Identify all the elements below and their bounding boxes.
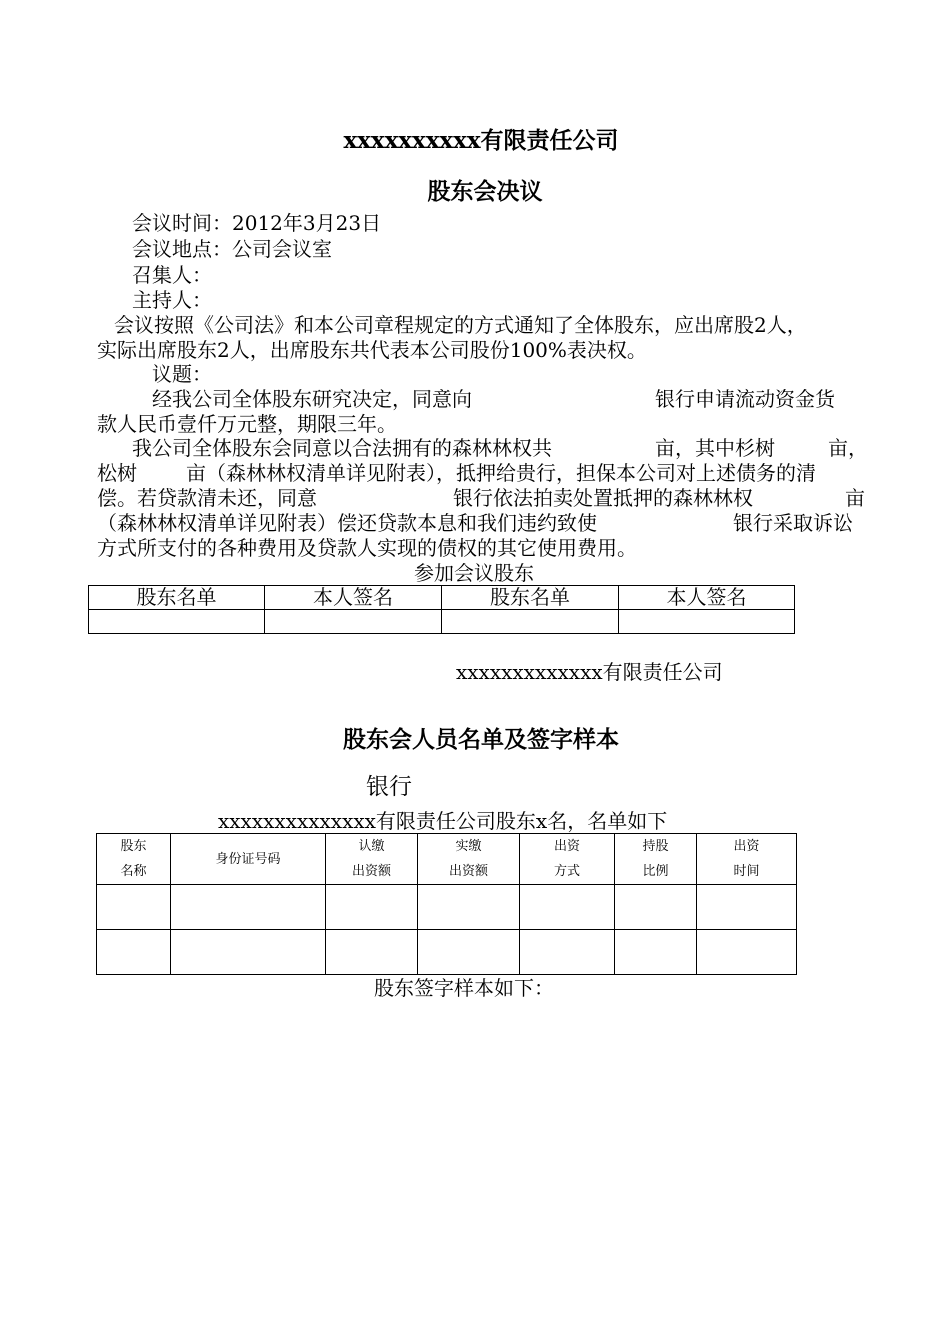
table-cell[interactable] [418, 885, 520, 930]
attendance-header-cell: 本人签名 [619, 586, 795, 610]
attendance-caption: 参加会议股东 [414, 561, 534, 585]
attendance-header-row [89, 586, 795, 610]
header-share-ratio: 持股 比例 [615, 834, 697, 885]
table-cell[interactable] [615, 885, 697, 930]
header-contribution-time: 出资 时间 [697, 834, 797, 885]
resolution1-part2: 银行申请流动资金货 [655, 387, 835, 411]
shareholder-table [96, 833, 797, 975]
attendance-header-cell: 股东名单 [89, 586, 265, 610]
resolution2-line5: 方式所支付的各种费用及贷款人实现的债权的其它使用费用。 [97, 536, 637, 560]
bank-label: 银行 [366, 774, 412, 800]
resolution2-line3c: 亩 [845, 486, 865, 510]
attendance-table [88, 585, 795, 634]
header-shareholder-name: 股东 名称 [97, 834, 171, 885]
company-title: xxxxxxxxxx有限责任公司 [343, 127, 619, 154]
footer-company: xxxxxxxxxxxxx有限责任公司 [456, 660, 723, 684]
meeting-convener: 召集人： [132, 263, 212, 287]
table-cell[interactable] [615, 930, 697, 975]
topic-label: 议题： [152, 362, 212, 386]
resolution2-line4a: （森林林权清单详见附表）偿还贷款本息和我们违约致使 [97, 511, 597, 535]
signature-caption: 股东签字样本如下： [374, 976, 554, 1000]
table-row [97, 885, 797, 930]
resolution2-line1c: 亩， [828, 436, 868, 460]
table-cell[interactable] [326, 885, 418, 930]
table-cell[interactable] [171, 930, 326, 975]
table-cell[interactable] [520, 885, 615, 930]
table-cell[interactable] [418, 930, 520, 975]
resolution2-line2b: 亩（森林林权清单详见附表），抵押给贵行，担保本公司对上述债务的清 [186, 461, 816, 485]
table-cell[interactable] [171, 885, 326, 930]
meeting-place: 会议地点：公司会议室 [132, 237, 332, 261]
notice-line-1: 会议按照《公司法》和本公司章程规定的方式通知了全体股东，应出席股2人， [114, 313, 807, 337]
table-cell[interactable] [97, 885, 171, 930]
signature-cell[interactable] [619, 610, 795, 634]
header-contribution-method: 出资 方式 [520, 834, 615, 885]
doc-title: 股东会决议 [427, 178, 543, 205]
resolution1-part1: 经我公司全体股东研究决定，同意向 [152, 387, 472, 411]
table-cell[interactable] [697, 930, 797, 975]
meeting-host: 主持人： [132, 288, 212, 312]
notice-line-2: 实际出席股东2人，出席股东共代表本公司股份100%表决权。 [97, 338, 647, 362]
resolution2-line1a: 我公司全体股东会同意以合法拥有的森林林权共 [132, 436, 552, 460]
meeting-time: 会议时间：2012年3月23日 [132, 211, 382, 235]
resolution2-line1b: 亩，其中杉树 [655, 436, 775, 460]
signature-cell[interactable] [89, 610, 265, 634]
table-cell[interactable] [697, 885, 797, 930]
header-id-number: 身份证号码 [171, 834, 326, 885]
resolution2-line2a: 松树 [97, 461, 137, 485]
section2-title: 股东会人员名单及签字样本 [343, 726, 619, 753]
section2-subtitle: xxxxxxxxxxxxxx有限责任公司股东x名，名单如下 [218, 809, 668, 833]
signature-cell[interactable] [442, 610, 619, 634]
resolution2-line3a: 偿。若贷款清未还，同意 [97, 486, 317, 510]
resolution2-line4b: 银行采取诉讼 [733, 511, 853, 535]
table-cell[interactable] [97, 930, 171, 975]
resolution2-line3b: 银行依法拍卖处置抵押的森林林权 [453, 486, 753, 510]
header-paid-capital: 实缴 出资额 [418, 834, 520, 885]
resolution1-line2: 款人民币壹仟万元整，期限三年。 [97, 412, 397, 436]
signature-cell[interactable] [265, 610, 442, 634]
header-subscribed-capital: 认缴 出资额 [326, 834, 418, 885]
table-row [97, 930, 797, 975]
table-cell[interactable] [326, 930, 418, 975]
table-cell[interactable] [520, 930, 615, 975]
attendance-header-cell: 股东名单 [442, 586, 619, 610]
attendance-header-cell: 本人签名 [265, 586, 442, 610]
shareholder-header-row [97, 834, 797, 885]
attendance-empty-row [89, 610, 795, 634]
